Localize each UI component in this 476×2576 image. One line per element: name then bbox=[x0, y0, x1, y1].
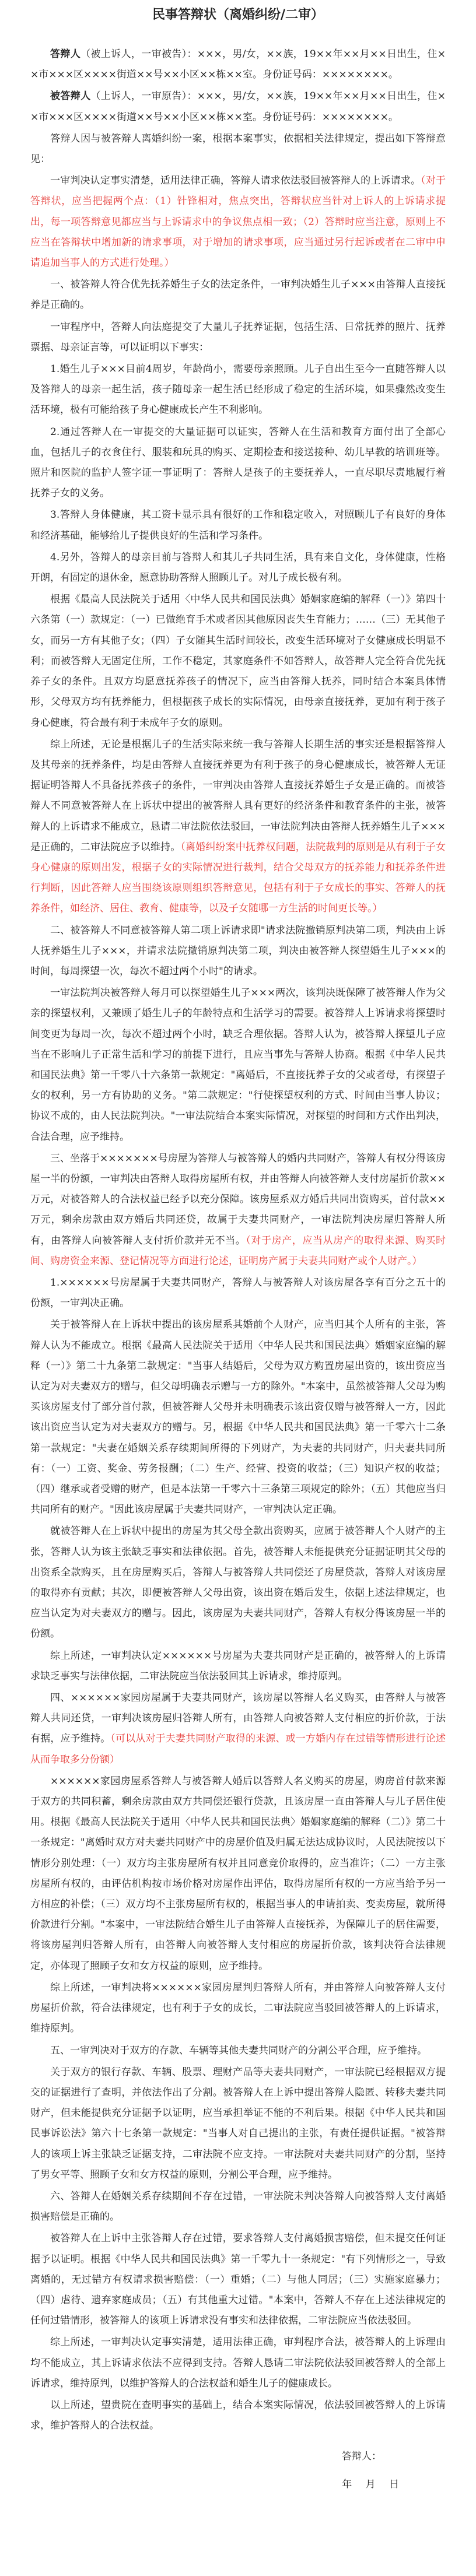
appellant-label: 被答辩人 bbox=[50, 90, 91, 103]
paragraph-text: 一、被答辩人符合优先抚养婚生子女的法定条件，一审判决婚生儿子×××由答辩人直接抚养是正确的。 bbox=[30, 279, 446, 311]
body-paragraph bbox=[30, 275, 446, 315]
body-paragraph bbox=[30, 1771, 446, 1977]
paragraph-text: 2.通过答辩人在一审提交的大量证据可以证实，答辩人在生活和教育方面付出了全部心血，包括儿子的衣食住行、服装和玩具的购买、定期检查和接送接种、幼儿早教的培训班等。照片和医院的监护人签字证一事证明了：答辩人是孩子的主要抚养人，一直尽职尽责地履行着抚养子女的义务。 bbox=[30, 426, 446, 500]
body-paragraph bbox=[30, 921, 446, 982]
body-paragraph bbox=[30, 1646, 446, 1687]
body-paragraph bbox=[30, 1315, 446, 1520]
date-line: 年 月 日 bbox=[342, 2478, 399, 2490]
body-paragraph bbox=[30, 1149, 446, 1272]
paragraph-text: 综上所述，一审判决认定事实清楚，适用法律正确，审判程序合法，被答辩人的上诉理由均不能成立，其上诉请求依法不应得到支持。答辩人恳请二审法院依法驳回被答辩人的全部上诉请求，维持原判，以维护答辩人的合法权益和婚生儿子的健康成长。 bbox=[30, 2336, 446, 2389]
paragraph-text: 根据《最高人民法院关于适用〈中华人民共和国民法典〉婚姻家庭编的解释（一）》第四十六条第（一）款规定：（一）已做绝育手术或者因其他原因丧失生育能力；……（三）无其他子女，而另一方有其他子女；（四）子女随其生活时间较长，改变生活环境对子女健康成长明显不利；而被答辩人无固定住所，工作不稳定，其家庭条件不如答辩人，故答辩人完全符合优先抚养子女的条件。且双方均愿意抚养孩子的情况下，应当由答辩人抚养，同时结合本案具体情形，父母双方均有抚养能力，但根据孩子成长的实际情况，由母亲直接抚养，更加有利于孩子身心健康，符合最有利于未成年子女的原则。 bbox=[30, 594, 446, 729]
appellee-label: 答辩人 bbox=[50, 48, 81, 60]
body-paragraph bbox=[30, 317, 446, 358]
body-paragraph bbox=[30, 359, 446, 421]
body-paragraph bbox=[30, 2187, 446, 2227]
appellee-info bbox=[30, 44, 446, 85]
signature-line: 答辩人： bbox=[342, 2451, 382, 2463]
body-paragraph bbox=[30, 548, 446, 588]
body-paragraph bbox=[30, 735, 446, 920]
annotation-note: （对于答辩状，应当把握两个点：（1）针锋相对，焦点突出，答辩状应当针对上诉人的上诉请求提出，每一项答辩意见都应当与上诉请求中的争议焦点相一致；（2）答辩时应当注意，原则上不应当在答辩状中增加新的请求事项，对于增加的请求事项，应当通过另行起诉或者在二审中申请追加当事人的方式进行处理。） bbox=[30, 175, 446, 269]
paragraph-text: 4.另外，答辩人的母亲目前与答辩人和其儿子共同生活，具有来自文化，身体健康，性格开朗，有固定的退休金，愿意协助答辩人照顾儿子。对儿子成长极有利。 bbox=[30, 551, 446, 584]
paragraph-text: 综上所述，一审判决认定××××××号房屋为夫妻共同财产是正确的，被答辩人的上诉请求缺乏事实与法律依据，二审法院应当依法驳回其上诉请求，维持原判。 bbox=[30, 1650, 446, 1682]
body-paragraph bbox=[30, 983, 446, 1147]
body-paragraph bbox=[30, 1521, 446, 1644]
paragraph-text: 一审判决认定事实清楚，适用法律正确，答辩人请求依法驳回被答辩人的上诉请求。 bbox=[50, 175, 421, 187]
paragraph-text: 答辩人因与被答辩人离婚纠纷一案，根据本案事实，依据相关法律规定，提出如下答辩意见： bbox=[30, 132, 446, 166]
body-paragraph bbox=[30, 2041, 446, 2061]
paragraph-text: 三、坐落于×××××××号房屋为答辩人与被答辩人的婚内共同财产，答辩人有权分得该房屋一半的份额，一审判决由答辩人取得房屋所有权，并由答辩人向被答辩人支付房屋折价款××万元，对被答辩人的合法权益已经予以充分保障。该房屋系双方婚后共同出资购买，首付款××万元，剩余房款由双方婚后共同还贷，故属于夫妻共同财产，一审法院判决房屋归答辩人所有，由答辩人向被答辩人支付折价款并无不当。 bbox=[30, 1152, 446, 1247]
body-paragraph bbox=[30, 505, 446, 546]
body-paragraph bbox=[30, 171, 446, 273]
paragraph-text: 被答辩人在上诉中主张答辩人存在过错，要求答辩人支付离婚损害赔偿，但未提交任何证据予以证明。根据《中华人民共和国民法典》第一千零九十一条规定："有下列情形之一，导致离婚的，无过错方有权请求损害赔偿：（一）重婚；（二）与他人同居；（三）实施家庭暴力；（四）虐待、遗弃家庭成员；（五）有其他重大过错。"本案中，答辩人不存在上述法律规定的任何过错情形，被答辩人的该项上诉请求没有事实和法律依据，二审法院应当依法驳回。 bbox=[30, 2233, 446, 2327]
body-paragraph bbox=[30, 129, 446, 170]
body-paragraph bbox=[30, 1273, 446, 1314]
body-paragraph bbox=[30, 1688, 446, 1770]
paragraph-text: 四、××××××家园房屋属于夫妻共同财产，该房屋以答辩人名义购买，由答辩人与被答辩人共同还贷，一审判决该房屋归答辩人所有，由答辩人向被答辩人支付相应的折价款，于法有据，应予维持。 bbox=[30, 1692, 446, 1745]
document-body bbox=[30, 129, 446, 2437]
paragraph-text: 一审法院判决被答辩人每月可以探望婚生儿子×××两次，该判决既保障了被答辩人作为父亲的探望权利，又兼顾了婚生儿子的年龄特点和生活学习的需要。被答辩人上诉请求将探望时间变更为每周一次，每次不超过两个小时，缺乏合理依据。答辩人认为，被答辩人探望儿子应当在不影响儿子正常生活和学习的前提下进行，且应当事先与答辩人协商。根据《中华人民共和国民法典》第一千零八十六条第一款规定："离婚后，不直接抚养子女的父或者母，有探望子女的权利，另一方有协助的义务。"第二款规定："行使探望权利的方式、时间由当事人协议；协议不成的，由人民法院判决。"一审法院结合本案实际情况，对探望的时间和方式作出判决，合法合理，应予维持。 bbox=[30, 987, 446, 1143]
annotation-note: （对于房产，应当从房产的取得来源、购买时间、购房资金来源、登记情况等方面进行论述，证明房产属于夫妻共同财产或个人财产。） bbox=[30, 1234, 446, 1267]
document-title: 民事答辩状（离婚纠纷/二审） bbox=[152, 7, 324, 22]
paragraph-text: 1.××××××号房屋属于夫妻共同财产，答辩人与被答辩人对该房屋各享有百分之五十的份额，一审判决正确。 bbox=[30, 1276, 446, 1310]
paragraph-text: 就被答辩人在上诉状中提出的房屋为其父母全款出资购买，应属于被答辩人个人财产的主张，答辩人认为该主张缺乏事实和法律依据。首先，被答辩人未能提供充分证据证明其父母的出资系全款购买，且在房屋购买后，答辩人与被答辩人共同偿还了房屋贷款，答辩人对该房屋的取得亦有贡献；其次，即便被答辩人父母出资，该出资在婚后发生，依据上述法律规定，也应当认定为对夫妻双方的赠与。因此，该房屋为夫妻共同财产，答辩人有权分得该房屋一半的份额。 bbox=[30, 1525, 446, 1640]
paragraph-text: 二、被答辩人不同意被答辩人第二项上诉请求即"请求法院撤销原判决第二项，判决由上诉人抚养婚生儿子×××，并请求法院撤销原判决第二项，判决由被答辩人探望婚生儿子×××的时间，每周探望一次，每次不超过两个小时"的请求。 bbox=[30, 924, 446, 977]
paragraph-text: 3.答辩人身体健康，其工资卡显示具有很好的工作和稳定收入，对照顾儿子有良好的身体和经济基础，能够给儿子提供良好的生活和学习条件。 bbox=[30, 509, 446, 542]
body-paragraph bbox=[30, 2228, 446, 2331]
paragraph-text: 综上所述，一审判决将××××××家园房屋判归答辩人所有，并由答辩人向被答辩人支付房屋折价款，符合法律规定，也有利于子女的成长，二审法院应当驳回被答辩人的上诉请求，维持原判。 bbox=[30, 1981, 446, 2035]
body-paragraph bbox=[30, 2062, 446, 2185]
paragraph-text: ××××××家园房屋系答辩人与被答辩人婚后以答辩人名义购买的房屋，购房首付款来源于双方的共同积蓄，剩余房款由双方共同偿还银行贷款，且该房屋一直由答辩人与儿子居住使用。根据《最高人民法院关于适用〈中华人民共和国民法典〉婚姻家庭编的解释（二）》第二十一条规定："离婚时双方对夫妻共同财产中的房屋价值及归属无法达成协议时，人民法院按以下情形分别处理：（一）双方均主张房屋所有权并且同意竞价取得的，应当准许；（二）一方主张房屋所有权的，由评估机构按市场价格对房屋作出评估，取得房屋所有权的一方应当给予另一方相应的补偿；（三）双方均不主张房屋所有权的，根据当事人的申请拍卖、变卖房屋，就所得价款进行分割。"本案中，一审法院结合婚生儿子由答辩人直接抚养，为保障儿子的居住需要，将该房屋判归答辩人所有，由答辩人向被答辩人支付相应的房屋折价款，该判决符合法律规定，亦体现了照顾子女和女方权益的原则，应予维持。 bbox=[30, 1775, 446, 1972]
appellee-text: （被上诉人，一审被告）：×××，男/女，××族，19××年××月××日出生，住××市×××区××××街道××号××小区××栋××室。身份证号码：××××××××。 bbox=[30, 48, 446, 81]
paragraph-text: 一审程序中，答辩人向法庭提交了大量儿子抚养证据，包括生活、日常抚养的照片、抚养票据、母亲证言等，可以证明以下事实： bbox=[30, 321, 446, 353]
body-paragraph bbox=[30, 589, 446, 733]
paragraph-text: 综上所述，无论是根据儿子的生活实际来统一我与答辩人长期生活的事实还是根据答辩人及其母亲的抚养条件，均是由答辩人直接抚养更为有利于孩子的身心健康成长，被答辩人无证据证明答辩人不具备抚养孩子的条件，一审判决由答辩人直接抚养婚生子女是正确的。而被答辩人不同意被答辩人在上诉状中提出的被答辩人具有更好的经济条件和教育条件的主张，被答辩人的上诉请求不能成立，恳请二审法院依法驳回，一审法院判决由答辩人抚养婚生儿子×××是正确的，二审法院应予以维持。 bbox=[30, 738, 446, 853]
annotation-note: （离婚纠纷案中抚养权问题，法院裁判的原则是从有利于子女身心健康的原则出发，根据子女的实际情况进行裁判，结合父母双方的抚养能力和抚养条件进行判断，因此答辩人应当围绕该原则组织答辩意见，包括有利于子女成长的事实、答辩人的抚养条件，如经济、居住、教育、健康等，以及子女随哪一方生活的时间更长等。） bbox=[30, 841, 446, 915]
body-paragraph bbox=[30, 2332, 446, 2394]
paragraph-text: 1.婚生儿子×××目前4周岁，年龄尚小，需要母亲照顾。儿子自出生至今一直随答辩人以及答辩人的母亲一起生活，孩子随母亲一起生活已经形成了稳定的生活环境，如果骤然改变生活环境，极有可能给孩子身心健康成长产生不利影响。 bbox=[30, 363, 446, 416]
appellant-text: （上诉人，一审原告）：×××，男/女，××族，19××年××月××日出生，住××市×××区××××街道××号××小区××栋××室。身份证号码：××××××××。 bbox=[30, 90, 446, 123]
paragraph-text: 以上所述，望贵院在查明事实的基础上，结合本案实际情况，依法驳回被答辩人的上诉请求，维护答辩人的合法权益。 bbox=[30, 2399, 446, 2432]
paragraph-text: 五、一审判决对于双方的存款、车辆等其他夫妻共同财产的分割公平合理，应予维持。 bbox=[50, 2044, 427, 2056]
paragraph-text: 关于被答辩人在上诉状中提出的该房屋系其婚前个人财产，应当归其个人所有的主张，答辩人认为不能成立。根据《最高人民法院关于适用〈中华人民共和国民法典〉婚姻家庭编的解释（一）》第二十九条第二款规定："当事人结婚后，父母为双方购置房屋出资的，该出资应当认定为对夫妻双方的赠与，但父母明确表示赠与一方的除外。"本案中，虽然被答辩人父母为购买该房屋支付了部分首付款，但被答辩人父母并未明确表示该出资仅赠与被答辩人一方，因此该出资应当认定为对夫妻双方的赠与。另，根据《中华人民共和国民法典》第一千零六十二条第一款规定："夫妻在婚姻关系存续期间所得的下列财产，为夫妻的共同财产，归夫妻共同所有：（一）工资、奖金、劳务报酬；（二）生产、经营、投资的收益；（三）知识产权的收益；（四）继承或者受赠的财产，但是本法第一千零六十三条第三项规定的除外；（五）其他应当归共同所有的财产。"因此该房屋属于夫妻共同财产，一审判决认定正确。 bbox=[30, 1319, 446, 1516]
body-paragraph bbox=[30, 1978, 446, 2040]
paragraph-text: 六、答辩人在婚姻关系存续期间不存在过错，一审法院未判决答辩人向被答辩人支付离婚损害赔偿是正确的。 bbox=[30, 2190, 446, 2223]
paragraph-text: 关于双方的银行存款、车辆、股票、理财产品等夫妻共同财产，一审法院已经根据双方提交的证据进行了查明，并依法作出了分割。被答辩人在上诉中提出答辩人隐匿、转移夫妻共同财产，但未能提供充分证据予以证明，应当承担举证不能的不利后果。根据《中华人民共和国民事诉讼法》第六十七条第一款规定："当事人对自己提出的主张，有责任提供证据。"被答辩人的该项上诉主张缺乏证据支持，二审法院不应支持。一审法院对夫妻共同财产的分割，坚持了男女平等、照顾子女和女方权益的原则，分割公平合理，应予维持。 bbox=[30, 2066, 446, 2181]
appellant-info bbox=[30, 86, 446, 127]
annotation-note: （可以从对于夫妻共同财产取得的来源、或一方婚内存在过错等情形进行论述从而争取多分份额） bbox=[30, 1733, 446, 1766]
body-paragraph bbox=[30, 422, 446, 504]
body-paragraph bbox=[30, 2395, 446, 2436]
